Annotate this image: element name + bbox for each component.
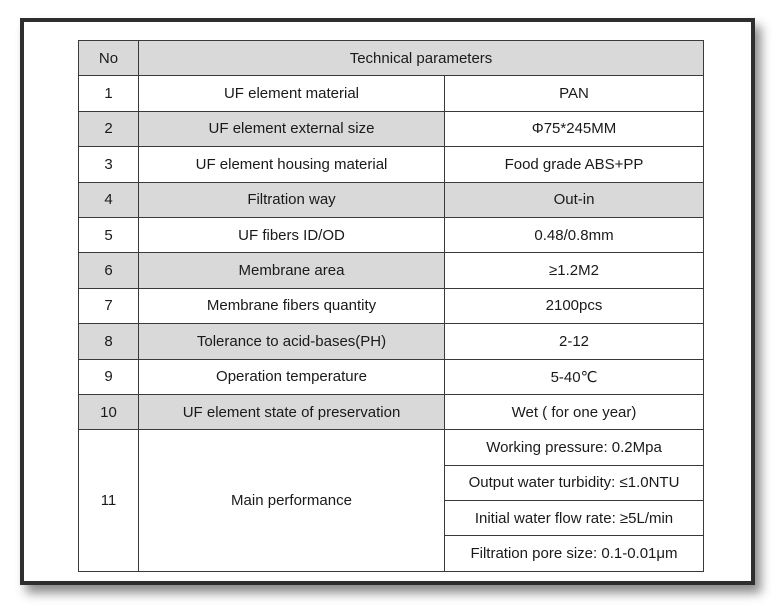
row-value: Wet ( for one year) <box>445 394 704 429</box>
table-row <box>79 288 704 323</box>
table-row <box>79 217 704 252</box>
row-value: ≥1.2M2 <box>445 253 704 288</box>
technical-parameters-table <box>78 40 704 572</box>
table-row <box>79 76 704 111</box>
table-row <box>79 430 704 465</box>
table-row <box>79 147 704 182</box>
row-parameter: Membrane area <box>139 253 445 288</box>
row-value: Out-in <box>445 182 704 217</box>
row-value: 0.48/0.8mm <box>445 217 704 252</box>
header-row <box>79 41 704 76</box>
header-title: Technical parameters <box>139 41 704 76</box>
row-parameter: Tolerance to acid-bases(PH) <box>139 324 445 359</box>
row-value: Working pressure: 0.2Mpa <box>445 430 704 465</box>
row-value: Filtration pore size: 0.1-0.01μm <box>445 536 704 571</box>
row-parameter: UF element material <box>139 76 445 111</box>
row-value: Output water turbidity: ≤1.0NTU <box>445 465 704 500</box>
row-parameter: UF element state of preservation <box>139 394 445 429</box>
row-value: Φ75*245MM <box>445 111 704 146</box>
table-row <box>79 324 704 359</box>
table-row <box>79 182 704 217</box>
row-parameter: Operation temperature <box>139 359 445 394</box>
table-row <box>79 111 704 146</box>
row-no: 9 <box>79 359 139 394</box>
row-no: 4 <box>79 182 139 217</box>
row-no: 7 <box>79 288 139 323</box>
row-no: 3 <box>79 147 139 182</box>
header-no: No <box>79 41 139 76</box>
row-parameter: UF fibers ID/OD <box>139 217 445 252</box>
row-value: 2100pcs <box>445 288 704 323</box>
row-value: Food grade ABS+PP <box>445 147 704 182</box>
row-no: 6 <box>79 253 139 288</box>
row-no: 11 <box>79 430 139 572</box>
row-no: 8 <box>79 324 139 359</box>
row-value: 5-40℃ <box>445 359 704 394</box>
row-value: PAN <box>445 76 704 111</box>
row-no: 5 <box>79 217 139 252</box>
row-no: 2 <box>79 111 139 146</box>
table-row <box>79 394 704 429</box>
row-parameter: Main performance <box>139 430 445 572</box>
table-row <box>79 253 704 288</box>
row-value: 2-12 <box>445 324 704 359</box>
row-parameter: Membrane fibers quantity <box>139 288 445 323</box>
row-parameter: UF element external size <box>139 111 445 146</box>
row-no: 1 <box>79 76 139 111</box>
row-parameter: Filtration way <box>139 182 445 217</box>
row-parameter: UF element housing material <box>139 147 445 182</box>
row-no: 10 <box>79 394 139 429</box>
table-row <box>79 359 704 394</box>
row-value: Initial water flow rate: ≥5L/min <box>445 501 704 536</box>
